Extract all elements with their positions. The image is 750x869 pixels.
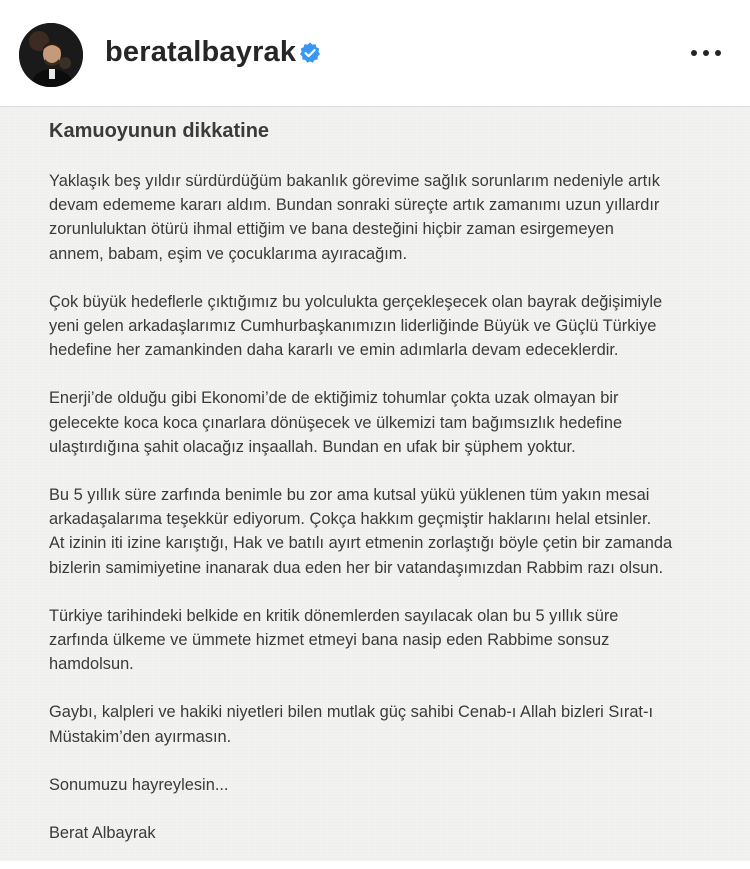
text-line: Türkiye tarihindeki belkide en kritik dönemlerden sayılacak olan bu 5 yıllık süre xyxy=(49,606,619,625)
avatar-image xyxy=(19,23,83,87)
text-line: Bu 5 yıllık süre zarfında benimle bu zor ama kutsal yükü yüklenen tüm yakın mesai xyxy=(49,486,650,505)
text-line: Berat Albayrak xyxy=(49,824,156,843)
text-line: Yaklaşık beş yıldır sürdürdüğüm bakanlık görevime sağlık sorunlarım nedeniyle artık xyxy=(49,172,660,190)
post-image xyxy=(0,107,750,861)
text-line: arkadaşalarıma teşekkür ediyorum. Çokça hakkım geçmiştir haklarını helal etsinler. xyxy=(49,510,652,529)
profile-username[interactable]: beratalbayrak xyxy=(105,36,297,68)
text-line: hamdolsun. xyxy=(49,655,134,674)
text-line: bizlerin samimiyetine inanarak dua eden her bir vatandaşımızdan Rabbim razı olsun. xyxy=(49,558,664,577)
text-line: zorunluluktan ötürü ihmal ettiğim ve bana desteğini hiçbir zaman esirgemeyen xyxy=(49,220,614,239)
text-line: ulaştırdığına şahit olacağız inşaallah. Bundan en ufak bir şüphem yoktur. xyxy=(49,437,576,456)
paragraph xyxy=(49,290,719,363)
more-options-icon[interactable] xyxy=(688,45,724,61)
statement-title: Kamuoyunun dikkatine xyxy=(49,120,270,142)
text-line: yeni gelen arkadaşlarımız Cumhurbaşkanımızın liderliğinde Büyük ve Güçlü Türkiye xyxy=(49,317,657,336)
paragraph xyxy=(49,700,719,748)
text-line: zarfında ülkeme ve ümmete hizmet etmeyi bana nasip eden Rabbime sonsuz xyxy=(49,631,610,650)
text-line: Çok büyük hedeflerle çıktığımız bu yolculukta gerçekleşecek olan bayrak değişimiyle xyxy=(49,292,663,311)
post-header xyxy=(0,0,750,107)
text-line: annem, babam, eşim ve çocuklarıma ayıracağım. xyxy=(49,244,408,263)
paragraph xyxy=(49,169,719,266)
text-line: gelecekte koca koca çınarlara dönüşecek ve ülkemizi tam bağımsızlık hedefine xyxy=(49,413,623,432)
closing-line xyxy=(49,773,719,797)
text-line: Gaybı, kalpleri ve hakiki niyetleri bilen mutlak güç sahibi Cenab-ı Allah bizleri Sırat-ı xyxy=(49,703,653,722)
statement-body xyxy=(49,169,719,869)
text-line: At izinin iti izine karıştığı, Hak ve batılı ayırt etmenin zorlaştığı böyle çetin bir zamanda xyxy=(49,534,673,553)
paragraph xyxy=(49,604,719,677)
text-line: Müstakim’den ayırmasın. xyxy=(49,727,232,746)
text-line: Enerji’de olduğu gibi Ekonomi’de de ektiğimiz tohumlar çokta uzak olmayan bir xyxy=(49,389,619,408)
paragraph xyxy=(49,386,719,459)
text-line: hedefine her zamankinden daha kararlı ve emin adımlarla devam edeceklerdir. xyxy=(49,341,619,360)
profile-avatar[interactable] xyxy=(19,23,83,87)
signature-name xyxy=(49,821,719,845)
text-line: Sonumuzu hayreylesin... xyxy=(49,775,229,794)
text-line: devam edememe kararı aldım. Bundan sonraki süreçte artık zamanımı uzun yıllardır xyxy=(49,196,660,215)
paragraph xyxy=(49,483,719,580)
verified-badge-icon xyxy=(298,41,322,65)
